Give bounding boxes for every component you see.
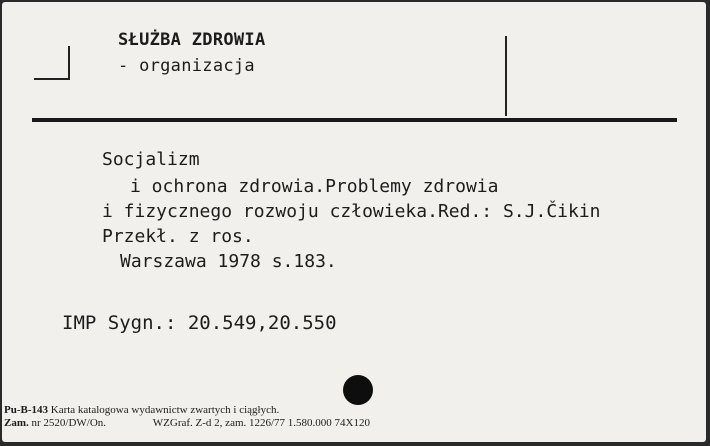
subject-subheading: - organizacja (118, 56, 255, 76)
footer-form-code: Pu-B-143 (4, 404, 48, 416)
entry-line: i fizycznego rozwoju człowieka.Red.: S.J.Čikin (102, 201, 601, 222)
horizontal-rule (32, 118, 677, 122)
entry-line: i ochrona zdrowia.Problemy zdrowia (130, 176, 499, 197)
vertical-rule (505, 36, 507, 116)
call-number: IMP Sygn.: 20.549,20.550 (62, 312, 337, 334)
entry-title-line: Socjalizm (102, 149, 200, 170)
entry-line: Przekł. z ros. (102, 226, 254, 247)
footer-form-text: Karta katalogowa wydawnictw zwartych i ciągłych. (50, 404, 280, 416)
footer-order-number: nr 2520/DW/On. (31, 417, 107, 429)
punch-hole (343, 375, 373, 405)
catalog-card (2, 2, 706, 442)
subject-heading: SŁUŻBA ZDROWIA (118, 30, 266, 50)
entry-imprint-line: Warszawa 1978 s.183. (120, 251, 337, 272)
footer-order-label: Zam. (4, 417, 29, 429)
footer-print-info: WZGraf. Z-d 2, zam. 1226/77 1.580.000 74X120 (152, 417, 371, 429)
corner-bracket-mark (34, 46, 70, 80)
footer-row-1 (4, 404, 370, 417)
card-footer (4, 404, 370, 430)
footer-row-2 (4, 417, 370, 430)
